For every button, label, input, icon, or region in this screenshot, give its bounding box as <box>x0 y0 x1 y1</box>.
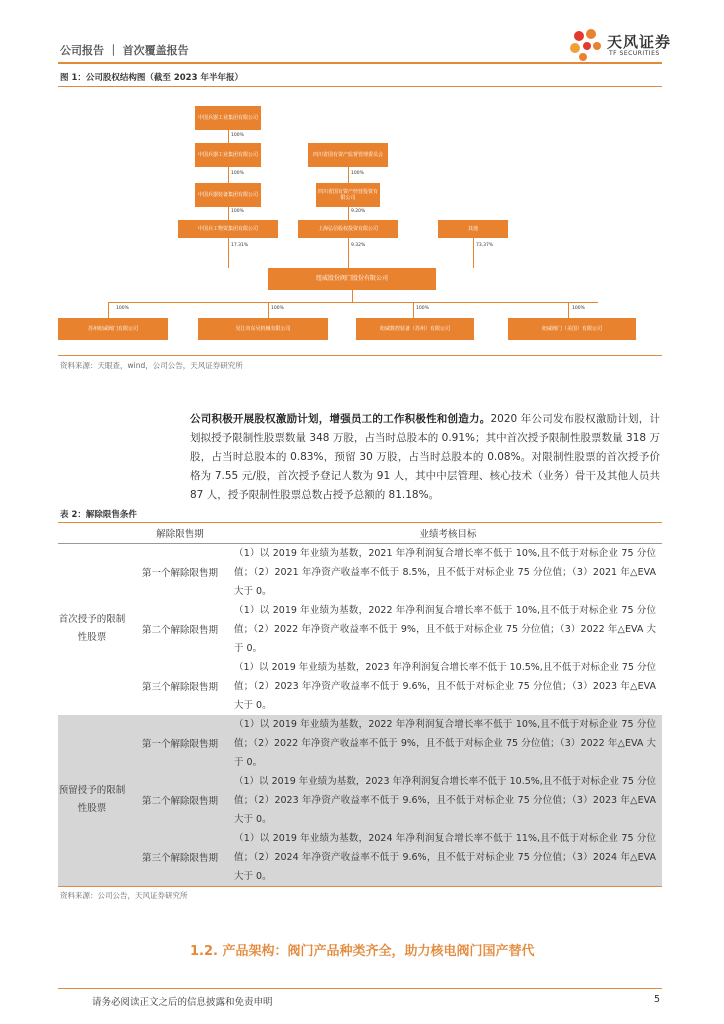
table-header-row <box>58 524 662 543</box>
table-bottom-divider <box>58 886 662 887</box>
table-row <box>58 601 662 658</box>
table-row <box>58 543 662 601</box>
logo-chinese-name: 天风证券 <box>607 33 672 51</box>
table-top-divider <box>58 522 662 523</box>
page-number: 5 <box>654 994 661 1005</box>
pct-2: 100% <box>231 171 244 176</box>
pct-sub-2: 100% <box>271 306 284 311</box>
pct-1: 100% <box>231 133 244 138</box>
report-type-header: 公司报告 ｜ 首次覆盖报告 <box>60 44 189 57</box>
unlock-conditions-table <box>58 524 662 886</box>
table-row <box>58 829 662 886</box>
period-cell: 第一个解除限售期 <box>141 568 218 579</box>
node-shareholder-6: 四川省国有资产经营投资有限公司 <box>316 183 380 207</box>
figure-top-divider <box>58 86 662 87</box>
table-source: 资料来源：公司公告，天风证券研究所 <box>60 891 188 900</box>
table-row <box>58 772 662 829</box>
pct-sub-4: 100% <box>572 306 585 311</box>
company-logo <box>567 28 677 62</box>
flower-logo-icon <box>567 28 605 62</box>
table-row <box>58 658 662 715</box>
node-shareholder-7: 上海弘信股权投资有限公司 <box>298 220 398 238</box>
period-cell: 第三个解除限售期 <box>126 829 234 886</box>
logo-english-name: TF SECURITIES <box>609 50 660 57</box>
group-label: 预留授予的限制性股票 <box>58 715 126 886</box>
pct-6: 9.20% <box>351 209 366 214</box>
node-shareholder-5: 四川省国有资产监督管理委员会 <box>308 143 388 167</box>
node-shareholder-2: 中国兵器工业集团有限公司 <box>195 143 261 167</box>
pct-sub-1: 100% <box>116 306 129 311</box>
header-target: 业绩考核目标 <box>234 524 662 543</box>
node-shareholder-3: 中国兵器装备集团有限公司 <box>195 183 261 207</box>
node-shareholder-8: 其他 <box>438 220 508 238</box>
target-cell: （1）以 2019 年业绩为基数，2023 年净利润复合增长率不低于 10.5%,且不低于对标企业 75 分位值；（2）2023 年净资产收益率不低于 9.6%，且不低于对标企业 75 分位值；（3）2023 年△EVA 大于 0。 <box>234 772 662 829</box>
target-cell: （1）以 2019 年业绩为基数，2022 年净利润复合增长率不低于 10%,且不低于对标企业 75 分位值；（2）2022 年净资产收益率不低于 9%，且不低于对标企业 75 分位值；（3）2022 年△EVA 大于 0。 <box>234 604 656 654</box>
target-cell: （1）以 2019 年业绩为基数，2024 年净利润复合增长率不低于 11%,且不低于对标企业 75 分位值；（2）2024 年净资产收益率不低于 9.6%，且不低于对标企业 75 分位值；（3）2024 年△EVA 大于 0。 <box>234 829 662 886</box>
group-label: 首次授予的限制性股票 <box>58 614 126 643</box>
node-subsidiary-1: 苏州纽威阀门有限公司 <box>58 318 168 340</box>
pct-8: 73.37% <box>476 243 494 248</box>
node-subsidiary-3: 纽威数控装备（苏州）有限公司 <box>356 318 474 340</box>
ownership-structure-chart <box>58 100 662 350</box>
paragraph-body: 2020 年公司发布股权激励计划，计划拟授予限制性股票数量 348 万股，占当时总股本的 0.91%；其中首次授予限制性股票数量 318 万股，占当时总股本的 0.83%，预留 30 万股，占当时总股本的 0.08%。对限制性股票的首次授予价格为 7.55 元/股，首次授予登记人数为 91 人，其中中层管理、核心技术（业务）骨干及其他人员共 87 人，授予限制性股票总数占授予总额的 81.18%。 <box>190 413 661 501</box>
figure-bottom-divider <box>58 355 662 356</box>
period-cell: 第二个解除限售期 <box>141 625 218 636</box>
section-heading: 1.2. 产品架构：阀门产品种类齐全，助力核电阀门国产替代 <box>190 944 535 959</box>
node-shareholder-1: 中国兵器工业集团有限公司 <box>195 106 261 130</box>
target-cell: （1）以 2019 年业绩为基数，2023 年净利润复合增长率不低于 10.5%,且不低于对标企业 75 分位值；（2）2023 年净资产收益率不低于 9.6%，且不低于对标企业 75 分位值；（3）2023 年△EVA 大于 0。 <box>234 661 656 711</box>
header-group <box>58 524 126 543</box>
table-title: 表 2：解除限售条件 <box>60 510 137 520</box>
node-shareholder-4: 中国兵工物资集团有限公司 <box>178 220 278 238</box>
pct-sub-3: 100% <box>416 306 429 311</box>
header-divider <box>58 62 662 64</box>
figure-source: 资料来源：天眼查，wind，公司公告，天风证券研究所 <box>60 361 243 370</box>
table-row <box>58 715 662 772</box>
body-paragraph <box>190 410 660 505</box>
target-cell: （1）以 2019 年业绩为基数，2021 年净利润复合增长率不低于 10%,且不低于对标企业 75 分位值；（2）2021 年净资产收益率不低于 8.5%，且不低于对标企业 75 分位值；（3）2021 年△EVA 大于 0。 <box>234 547 656 597</box>
period-cell: 第三个解除限售期 <box>141 682 218 693</box>
pct-4: 17.31% <box>231 243 249 248</box>
node-subsidiary-2: 吴江市东吴机械有限公司 <box>198 318 328 340</box>
header-period: 解除限售期 <box>126 524 234 543</box>
footer-disclaimer: 请务必阅读正文之后的信息披露和免责申明 <box>92 997 273 1008</box>
period-cell: 第二个解除限售期 <box>126 772 234 829</box>
period-cell: 第一个解除限售期 <box>126 715 234 772</box>
pct-3: 100% <box>231 209 244 214</box>
footer-divider <box>58 988 662 989</box>
pct-7: 9.32% <box>351 243 366 248</box>
figure-title: 图 1：公司股权结构图（截至 2023 年半年报） <box>60 73 243 83</box>
paragraph-lead: 公司积极开展股权激励计划，增强员工的工作积极性和创造力。 <box>190 413 491 425</box>
pct-5: 100% <box>351 171 364 176</box>
node-company: 纽威股份阀门股份有限公司 <box>268 268 436 290</box>
node-subsidiary-4: 纽威阀门（美国）有限公司 <box>508 318 636 340</box>
target-cell: （1）以 2019 年业绩为基数，2022 年净利润复合增长率不低于 10%,且不低于对标企业 75 分位值；（2）2022 年净资产收益率不低于 9%，且不低于对标企业 75 分位值；（3）2022 年△EVA 大于 0。 <box>234 715 662 772</box>
